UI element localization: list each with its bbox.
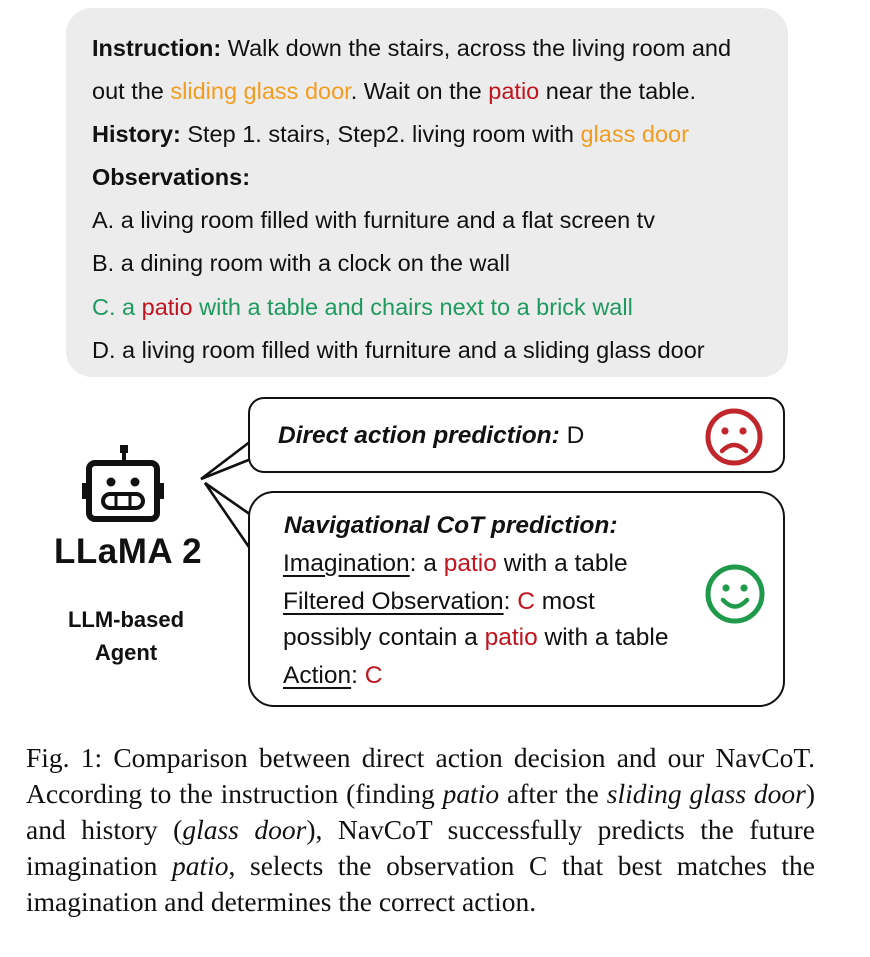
happy-face-icon xyxy=(704,563,766,625)
caption-part-1: Fig. 1: Comparison between direct action decision and our NavCoT. According to the instruction (finding xyxy=(26,742,815,809)
llama2-logo-text: LLaMA 2 xyxy=(54,532,203,571)
caption-italic-glass-door: glass door xyxy=(182,814,307,845)
imagination-line xyxy=(283,547,628,581)
action-line xyxy=(283,659,382,693)
highlight-patio: patio xyxy=(488,78,540,104)
agent-label xyxy=(56,603,196,669)
agent-label-line-1: LLM-based xyxy=(67,607,185,632)
direct-prediction-answer: D xyxy=(566,422,585,449)
filtered-line2-post: with a table xyxy=(544,624,669,651)
filtered-post: most xyxy=(541,588,595,615)
observation-c-post: with a table and chairs next to a brick wall xyxy=(199,294,633,320)
filtered-colon: : xyxy=(503,588,511,615)
direct-prediction-bubble xyxy=(248,397,785,473)
filtered-observation-c: C xyxy=(517,588,535,615)
sad-face-icon xyxy=(704,407,764,467)
imagination-patio: patio xyxy=(443,550,497,577)
imagination-pre: : a xyxy=(409,550,437,577)
filtered-observation-line-2 xyxy=(283,621,668,655)
imagination-post: with a table xyxy=(503,550,628,577)
caption-italic-patio: patio xyxy=(442,778,500,809)
filtered-observation-line xyxy=(283,585,595,619)
direct-prediction-line xyxy=(278,419,584,453)
caption-part-3: ) and history ( xyxy=(26,778,816,845)
robot-icon xyxy=(80,441,166,525)
action-answer: C xyxy=(364,662,383,689)
instruction-text-2b: . Wait on the xyxy=(350,78,482,104)
filtered-line2-pre: possibly contain a xyxy=(283,624,478,651)
instruction-text-2c: near the table. xyxy=(545,78,697,104)
observation-c-pre: C. a xyxy=(92,294,136,320)
observation-d: D. a living room filled with furniture and a sliding glass door xyxy=(92,337,705,363)
figure-caption xyxy=(26,740,815,920)
history-text: Step 1. stairs, Step2. living room with xyxy=(187,121,574,147)
caption-italic-patio-2: patio xyxy=(171,850,229,881)
caption-part-4: ), NavCoT successfully predicts the future imagination xyxy=(26,814,815,881)
observation-b: B. a dining room with a clock on the wall xyxy=(92,250,510,276)
highlight-glass-door: glass door xyxy=(580,121,689,147)
instruction-text: Walk down the stairs, across the living room and xyxy=(227,35,732,61)
filtered-observation-label: Filtered Observation xyxy=(283,588,504,615)
history-label: History: xyxy=(92,121,181,147)
direct-prediction-title: Direct action prediction: xyxy=(278,422,560,449)
observation-a: A. a living room filled with furniture and a flat screen tv xyxy=(92,207,655,233)
observation-c-patio: patio xyxy=(141,294,193,320)
caption-part-2: after the xyxy=(507,778,599,809)
action-colon: : xyxy=(351,662,358,689)
agent-label-line-2: Agent xyxy=(94,640,158,665)
imagination-label: Imagination xyxy=(283,550,410,577)
cot-prediction-bubble xyxy=(248,491,785,707)
cot-prediction-title: Navigational CoT prediction: xyxy=(284,512,618,539)
filtered-line2-patio: patio xyxy=(484,624,538,651)
instruction-label: Instruction: xyxy=(92,35,222,61)
caption-part-5: , selects the observation C that best matches the imagination and determines the correct action. xyxy=(26,850,815,917)
action-label: Action xyxy=(283,662,352,689)
caption-italic-sliding-glass-door: sliding glass door xyxy=(606,778,806,809)
instruction-text-2a: out the xyxy=(92,78,164,104)
highlight-sliding-glass-door: sliding glass door xyxy=(170,78,351,104)
observations-label: Observations: xyxy=(92,164,251,190)
